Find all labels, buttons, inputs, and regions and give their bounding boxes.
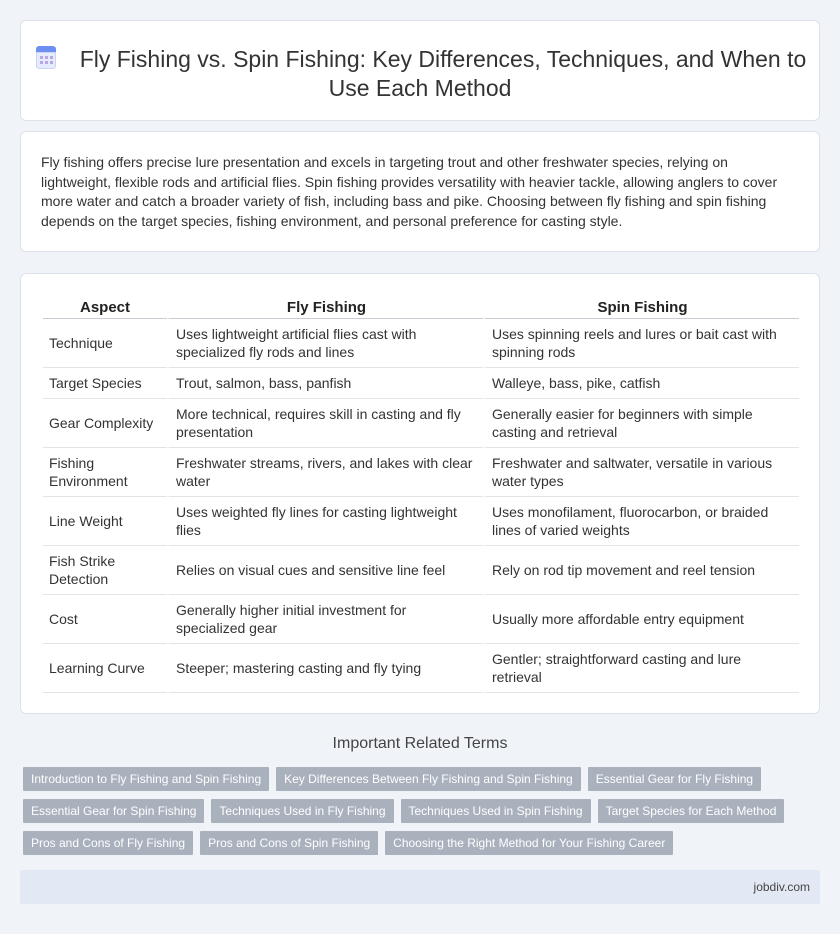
related-term-tag[interactable]: Pros and Cons of Fly Fishing bbox=[23, 831, 193, 855]
tag-row bbox=[23, 767, 823, 791]
row-spin-fishing: Freshwater and saltwater, versatile in various water types bbox=[483, 448, 799, 497]
related-term-tag[interactable]: Choosing the Right Method for Your Fishing Career bbox=[385, 831, 673, 855]
row-fly-fishing: Freshwater streams, rivers, and lakes with clear water bbox=[167, 448, 483, 497]
header-fly-fishing: Fly Fishing bbox=[167, 294, 483, 319]
related-term-tag[interactable]: Essential Gear for Fly Fishing bbox=[588, 767, 761, 791]
row-aspect: Fishing Environment bbox=[43, 448, 167, 497]
row-spin-fishing: Walleye, bass, pike, catfish bbox=[483, 368, 799, 399]
row-spin-fishing: Gentler; straightforward casting and lure retrieval bbox=[483, 644, 799, 693]
page-title: Fly Fishing vs. Spin Fishing: Key Differences, Techniques, and When to Use Each Method bbox=[79, 46, 807, 101]
related-terms-title: Important Related Terms bbox=[332, 735, 508, 752]
related-term-tag[interactable]: Introduction to Fly Fishing and Spin Fishing bbox=[23, 767, 269, 791]
header-aspect: Aspect bbox=[43, 294, 167, 319]
intro-card bbox=[20, 131, 820, 252]
footer-site-link[interactable]: jobdiv.com bbox=[753, 880, 810, 894]
row-fly-fishing: Generally higher initial investment for specialized gear bbox=[167, 595, 483, 644]
row-fly-fishing: More technical, requires skill in casting and fly presentation bbox=[167, 399, 483, 448]
table-row bbox=[43, 595, 799, 644]
row-spin-fishing: Uses monofilament, fluorocarbon, or braided lines of varied weights bbox=[483, 497, 799, 546]
table-row bbox=[43, 368, 799, 399]
related-term-tag[interactable]: Key Differences Between Fly Fishing and Spin Fishing bbox=[276, 767, 581, 791]
table-row bbox=[43, 497, 799, 546]
related-term-tag[interactable]: Techniques Used in Fly Fishing bbox=[211, 799, 393, 823]
table-row bbox=[43, 319, 799, 368]
row-spin-fishing: Usually more affordable entry equipment bbox=[483, 595, 799, 644]
row-spin-fishing: Uses spinning reels and lures or bait cast with spinning rods bbox=[483, 319, 799, 368]
related-term-tag[interactable]: Techniques Used in Spin Fishing bbox=[401, 799, 591, 823]
page-title-wrap bbox=[21, 45, 819, 103]
related-terms-tags bbox=[23, 767, 823, 863]
row-fly-fishing: Uses weighted fly lines for casting lightweight flies bbox=[167, 497, 483, 546]
row-aspect: Gear Complexity bbox=[43, 399, 167, 448]
intro-paragraph: Fly fishing offers precise lure presentation and excels in targeting trout and other freshwater species, relying on lightweight, flexible rods and artificial flies. Spin fishing provides versatility with heavier tackle, allowing anglers to cover more water and catch a broader variety of fish, including bass and pike. Choosing between fly fishing and spin fishing depends on the target species, fishing environment, and personal preference for casting style. bbox=[41, 154, 778, 229]
table-header-row bbox=[43, 294, 799, 319]
tag-row bbox=[23, 831, 823, 855]
related-term-tag[interactable]: Essential Gear for Spin Fishing bbox=[23, 799, 204, 823]
row-fly-fishing: Steeper; mastering casting and fly tying bbox=[167, 644, 483, 693]
table-row bbox=[43, 546, 799, 595]
footer bbox=[20, 870, 820, 904]
table-row bbox=[43, 448, 799, 497]
row-aspect: Target Species bbox=[43, 368, 167, 399]
header-spin-fishing: Spin Fishing bbox=[483, 294, 799, 319]
tag-row bbox=[23, 799, 823, 823]
row-spin-fishing: Rely on rod tip movement and reel tension bbox=[483, 546, 799, 595]
row-fly-fishing: Trout, salmon, bass, panfish bbox=[167, 368, 483, 399]
row-aspect: Technique bbox=[43, 319, 167, 368]
related-term-tag[interactable]: Pros and Cons of Spin Fishing bbox=[200, 831, 378, 855]
row-spin-fishing: Generally easier for beginners with simple casting and retrieval bbox=[483, 399, 799, 448]
row-fly-fishing: Uses lightweight artificial flies cast with specialized fly rods and lines bbox=[167, 319, 483, 368]
comparison-table-card bbox=[20, 273, 820, 714]
row-aspect: Line Weight bbox=[43, 497, 167, 546]
row-fly-fishing: Relies on visual cues and sensitive line feel bbox=[167, 546, 483, 595]
table-row bbox=[43, 399, 799, 448]
table-row bbox=[43, 644, 799, 693]
comparison-table bbox=[43, 294, 799, 693]
document-icon bbox=[34, 46, 58, 70]
row-aspect: Fish Strike Detection bbox=[43, 546, 167, 595]
related-term-tag[interactable]: Target Species for Each Method bbox=[598, 799, 785, 823]
row-aspect: Cost bbox=[43, 595, 167, 644]
row-aspect: Learning Curve bbox=[43, 644, 167, 693]
header-card bbox=[20, 20, 820, 121]
